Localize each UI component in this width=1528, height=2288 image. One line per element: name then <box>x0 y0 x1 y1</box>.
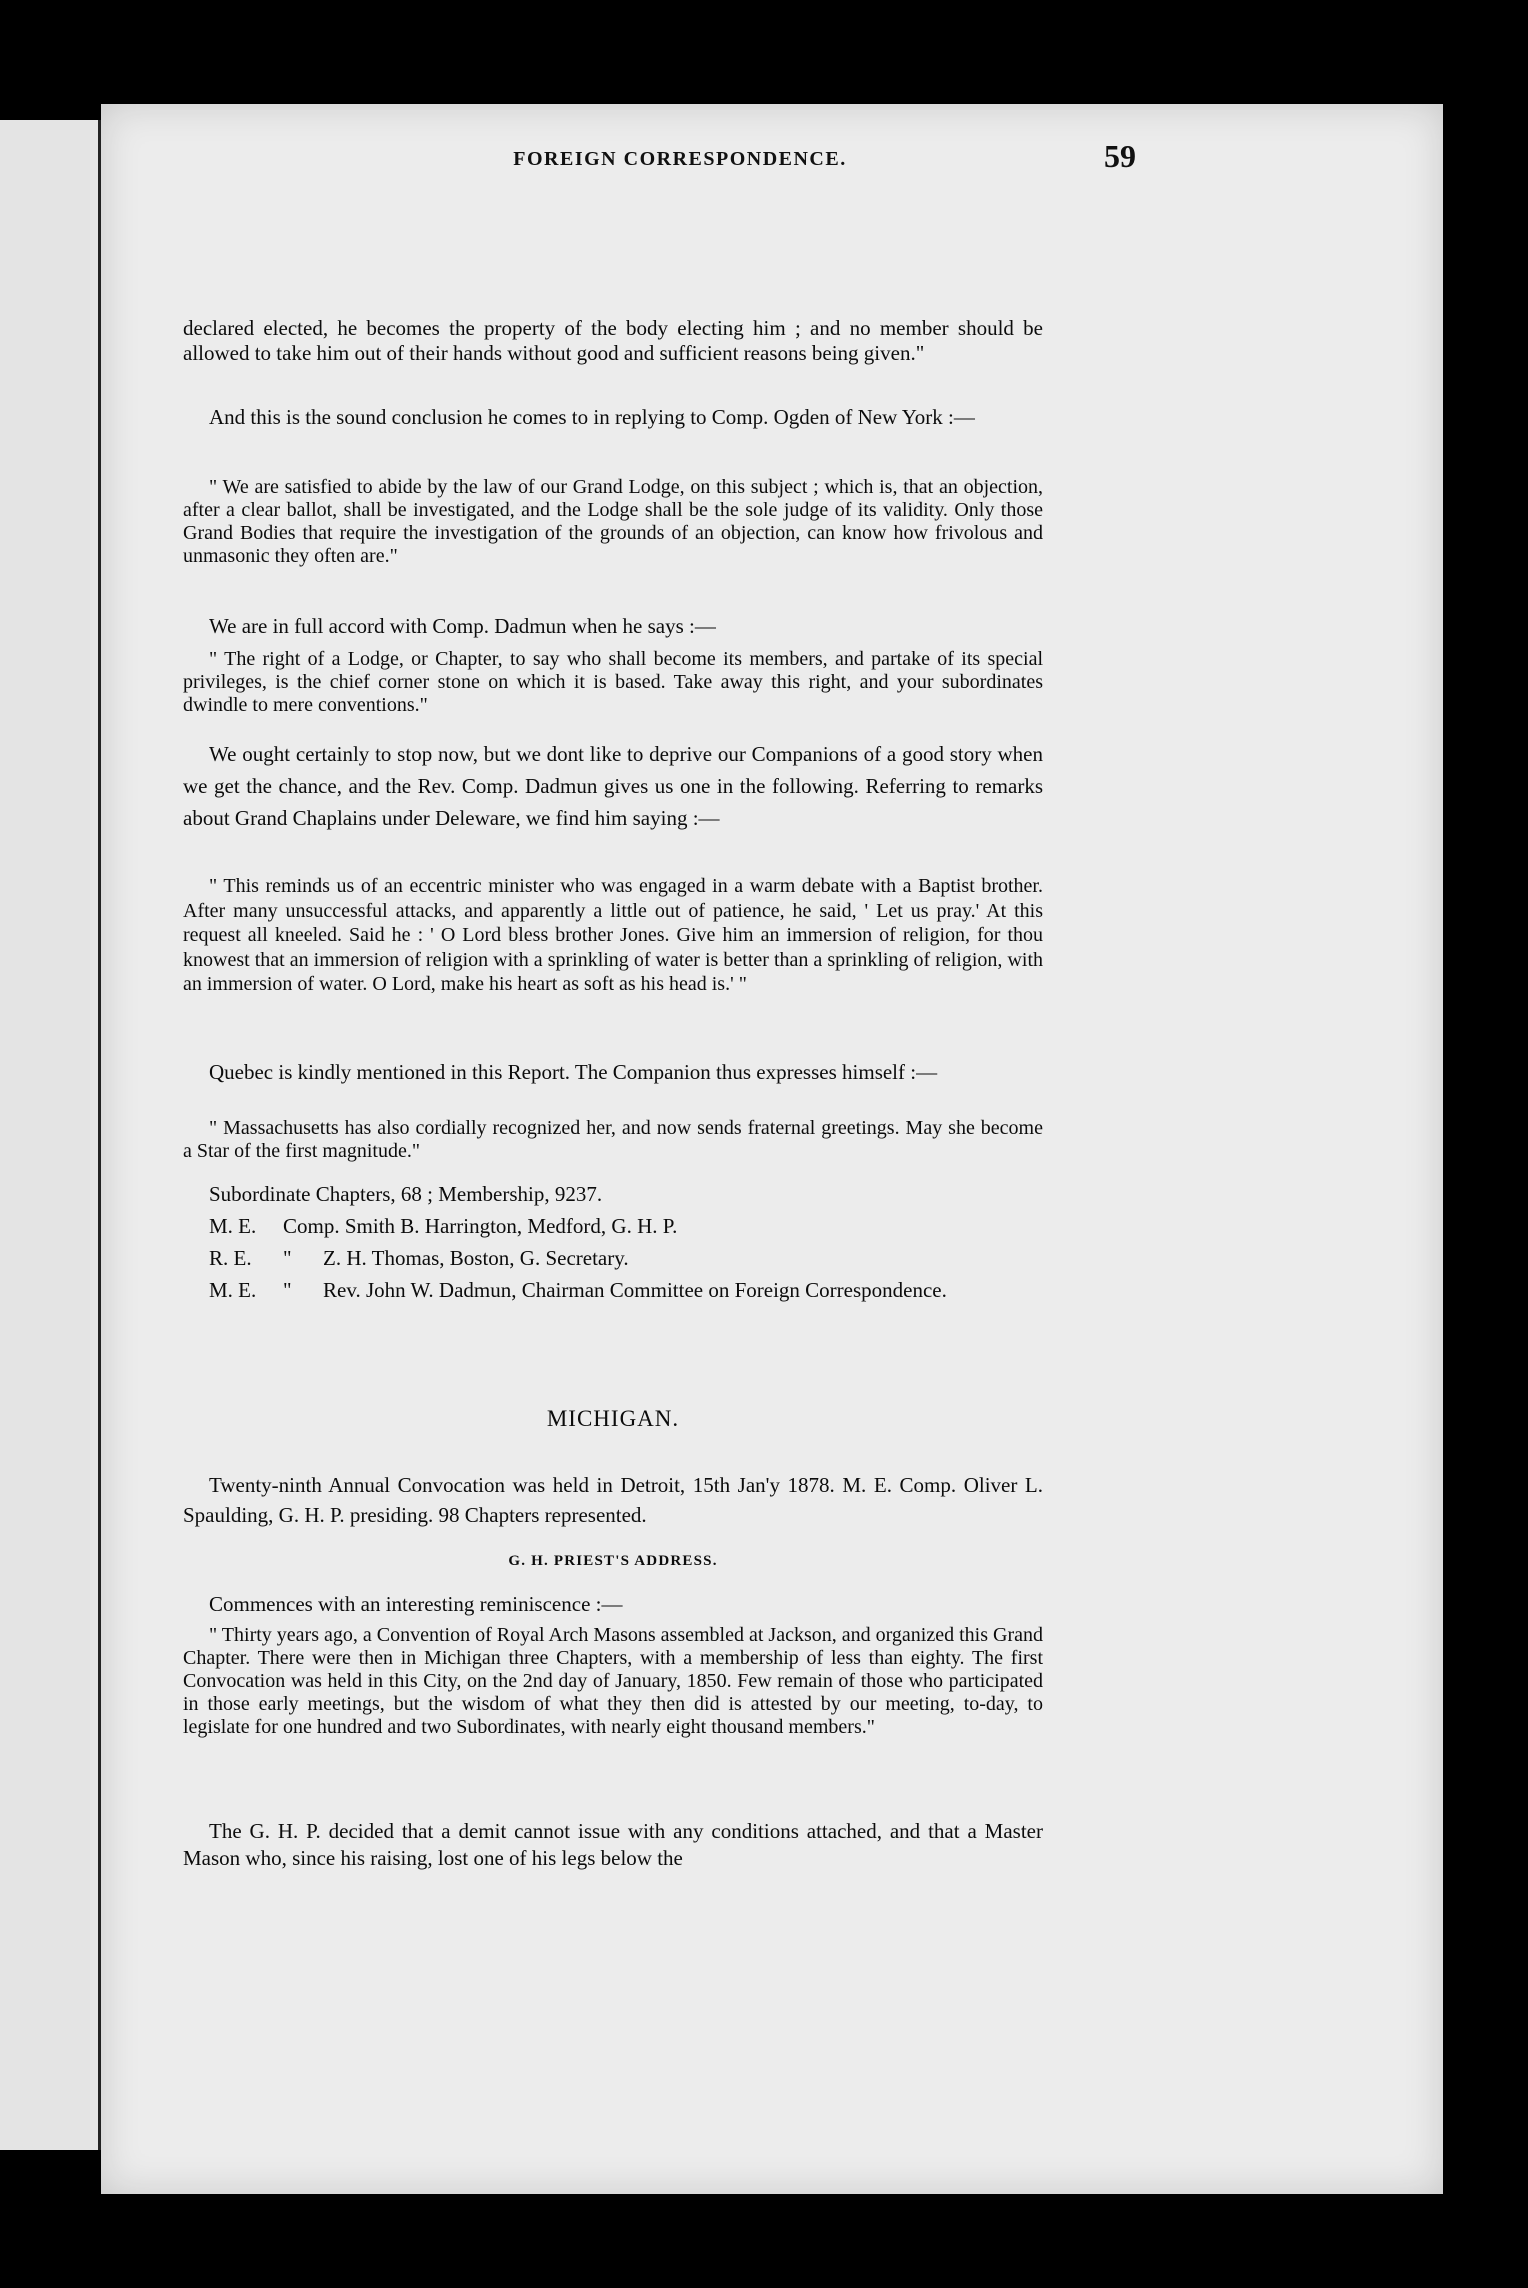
paragraph <box>183 1818 1043 1872</box>
section-heading: MICHIGAN. <box>546 1406 680 1431</box>
officer-title: M. E. <box>209 1214 257 1238</box>
quote-text: " We are satisfied to abide by the law of our Grand Lodge, on this subject ; which is, that an objection, after a clear ballot, shall be investigated, and the Lodge shall be the sole judge of its validity. Only those Grand Bodies that require the investigation of the grounds of an objection, can know how frivolous and unmasonic they often are." <box>183 476 1043 567</box>
officer-detail: Rev. John W. Dadmun, Chairman Committee on Foreign Correspondence. <box>323 1278 947 1302</box>
paragraph-text: Twenty-ninth Annual Convocation was held in Detroit, 15th Jan'y 1878. M. E. Comp. Oliver L. Spaulding, G. H. P. presiding. 98 Chapters represented. <box>183 1473 1043 1527</box>
officer-mark: Comp. <box>283 1214 340 1238</box>
running-title: FOREIGN CORRESPONDENCE. <box>513 148 847 170</box>
paragraph <box>183 1060 1043 1085</box>
paragraph-text: Quebec is kindly mentioned in this Report. The Companion thus expresses himself :— <box>209 1060 938 1084</box>
paragraph-continued <box>183 316 1043 366</box>
quote-text: " Massachusetts has also cordially recognized her, and now sends fraternal greetings. May she become a Star of the first magnitude." <box>183 1117 1043 1162</box>
officer-entry <box>183 1210 1043 1242</box>
page-number: 59 <box>1104 138 1136 174</box>
officer-title: R. E. <box>209 1246 252 1270</box>
officer-title: M. E. <box>209 1278 257 1302</box>
block-quote <box>183 476 1043 568</box>
paragraph-text: The G. H. P. decided that a demit cannot issue with any conditions attached, and that a Master Mason who, since his raising, lost one of his legs below the <box>183 1819 1043 1870</box>
stats-line: Subordinate Chapters, 68 ; Membership, 9237. <box>209 1182 603 1206</box>
paragraph <box>183 1470 1043 1530</box>
quote-text: " Thirty years ago, a Convention of Royal Arch Masons assembled at Jackson, and organized this Grand Chapter. There were then in Michigan three Chapters, with a membership of less than eighty. The first Convocation was held in this City, on the 2nd day of January, 1850. Few remain of those who participated in those early meetings, but the wisdom of what they then did is attested by our meeting, to-day, to legislate for one hundred and two Subordinates, with nearly eight thousand members." <box>183 1624 1043 1738</box>
quote-text: " This reminds us of an eccentric minister who was engaged in a warm debate with a Baptist brother. After many unsuccessful attacks, and apparently a little out of patience, he said, ' Let us pray.' At this request all kneeled. Said he : ' O Lord bless brother Jones. Give him an immersion of religion, for thou knowest that an immersion of religion with a sprinkling of water is better than a sprinkling of religion, with an immersion of water. O Lord, make his heart as soft as his head is.' " <box>183 875 1043 995</box>
paragraph-text: We ought certainly to stop now, but we dont like to deprive our Companions of a good story when we get the chance, and the Rev. Comp. Dadmun gives us one in the following. Referring to remarks about Grand Chaplains under Deleware, we find him saying :— <box>183 742 1043 830</box>
paragraph-text: We are in full accord with Comp. Dadmun when he says :— <box>209 614 716 638</box>
block-quote <box>183 1624 1043 1739</box>
subsection-heading: G. H. PRIEST'S ADDRESS. <box>508 1553 718 1569</box>
paragraph <box>183 405 1043 430</box>
ditto-mark: " <box>283 1246 292 1270</box>
paragraph <box>183 614 1043 639</box>
paragraph <box>183 738 1043 834</box>
paragraph-text: Commences with an interesting reminiscence :— <box>209 1592 623 1616</box>
block-quote <box>183 874 1043 997</box>
officer-detail: Smith B. Harrington, Medford, G. H. P. <box>344 1214 678 1238</box>
paragraph <box>183 1592 1043 1617</box>
block-quote <box>183 1117 1043 1163</box>
adjacent-page-edge <box>0 120 101 2150</box>
block-quote <box>183 648 1043 717</box>
paragraph: declared elected, he becomes the property of the body electing him ; and no member should be allowed to take him out of their hands without good and sufficient reasons being given." <box>183 316 1043 365</box>
officer-detail: Z. H. Thomas, Boston, G. Secretary. <box>323 1246 629 1270</box>
ditto-mark: " <box>283 1278 292 1302</box>
officer-entry <box>183 1274 1043 1306</box>
officers-list <box>183 1178 1043 1306</box>
officer-name <box>283 1210 1043 1242</box>
quote-text: " The right of a Lodge, or Chapter, to say who shall become its members, and partake of its special privileges, is the chief corner stone on which it is based. Take away this right, and your subordinates dwindle to mere conventions." <box>183 648 1043 716</box>
officer-entry <box>183 1242 1043 1274</box>
paragraph-text: And this is the sound conclusion he comes to in replying to Comp. Ogden of New York :— <box>209 405 975 429</box>
